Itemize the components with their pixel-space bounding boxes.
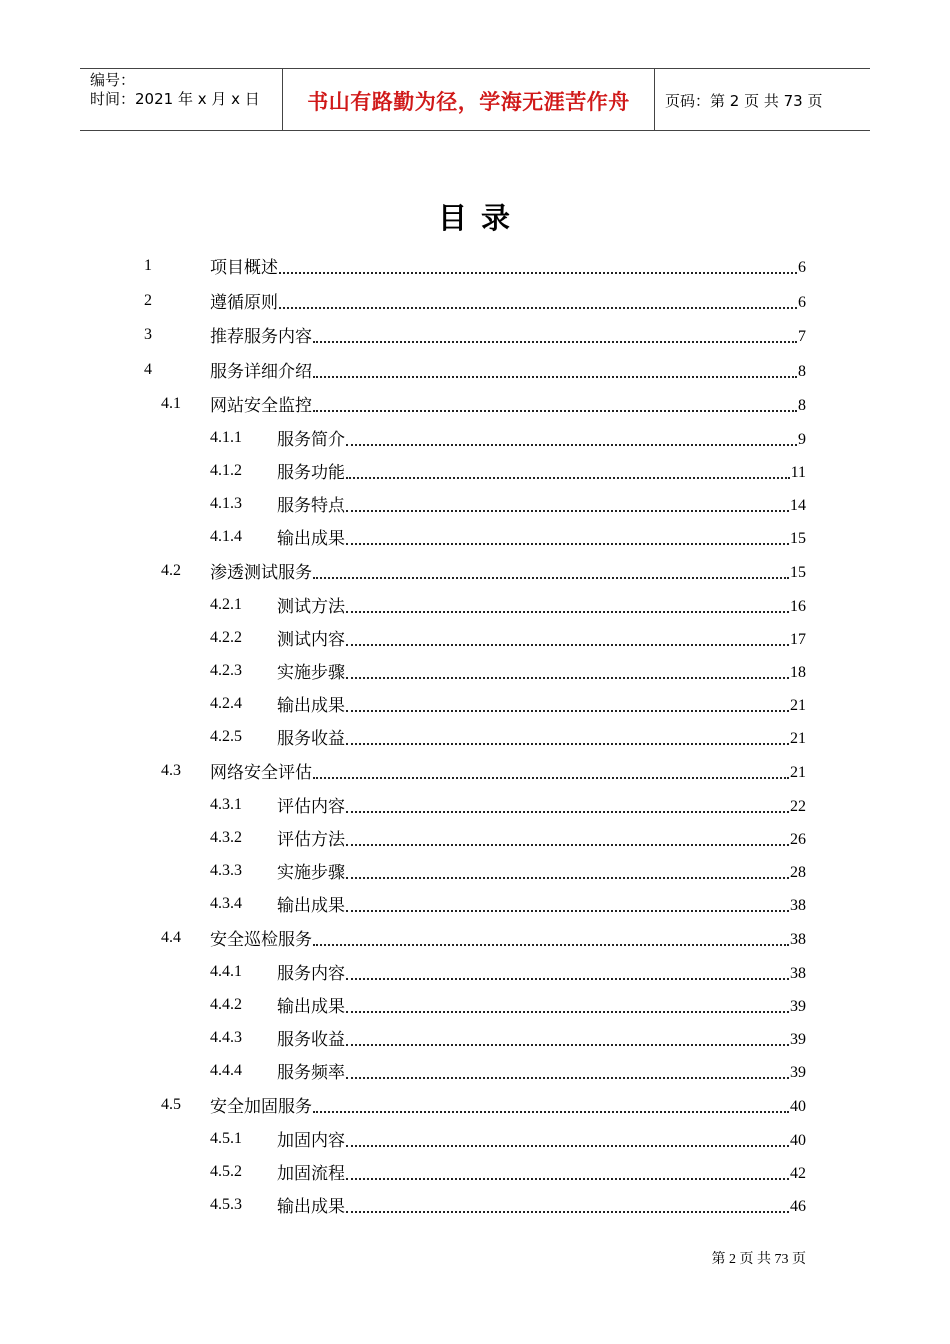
toc-dot-leader	[346, 644, 789, 646]
toc-dot-leader	[313, 1111, 789, 1113]
toc-entry-page: 7	[798, 328, 806, 345]
toc-entry-page: 15	[790, 564, 806, 581]
toc-entry-page: 46	[790, 1198, 806, 1215]
page-header	[80, 68, 870, 131]
doc-time-label: 时间：2021 年 x 月 x 日	[90, 90, 260, 108]
toc-entry-line	[277, 827, 806, 851]
toc-entry-page: 38	[790, 931, 806, 948]
toc-dot-leader	[346, 543, 789, 545]
toc-entry-line	[277, 794, 806, 818]
toc-entry[interactable]	[0, 660, 950, 684]
toc-entry-page: 21	[790, 730, 806, 747]
toc-dot-leader	[313, 944, 789, 946]
toc-entry[interactable]	[0, 1128, 950, 1152]
toc-entry-page: 38	[790, 897, 806, 914]
toc-dot-leader	[346, 611, 789, 613]
toc-entry-number: 4.4.2	[210, 996, 242, 1013]
toc-entry[interactable]	[0, 1194, 950, 1218]
toc-entry-page: 14	[790, 497, 806, 514]
toc-entry-number: 4.2.4	[210, 695, 242, 712]
toc-entry[interactable]	[0, 1027, 950, 1051]
toc-entry-line	[277, 1060, 806, 1084]
toc-entry-line	[277, 427, 806, 451]
toc-entry-number: 4	[144, 361, 152, 378]
toc-dot-leader	[313, 341, 797, 343]
toc-entry[interactable]	[0, 1060, 950, 1084]
toc-entry-line	[210, 324, 806, 348]
toc-entry-line	[210, 760, 806, 784]
toc-entry-line	[277, 726, 806, 750]
toc-entry-number: 4.3	[161, 762, 181, 779]
toc-entry-number: 4.2.2	[210, 629, 242, 646]
toc-entry[interactable]	[0, 994, 950, 1018]
toc-entry[interactable]	[0, 1161, 950, 1185]
toc-entry[interactable]	[0, 1094, 950, 1118]
toc-dot-leader	[279, 307, 797, 309]
toc-entry-line	[210, 255, 806, 279]
toc-entry-label: 服务特点	[277, 496, 345, 516]
toc-entry-label: 项目概述	[210, 258, 278, 278]
toc-entry[interactable]	[0, 560, 950, 584]
toc-entry-line	[277, 693, 806, 717]
toc-entry-label: 输出成果	[277, 1197, 345, 1217]
toc-entry-number: 4.2	[161, 562, 181, 579]
toc-entry-number: 4.3.1	[210, 796, 242, 813]
toc-dot-leader	[346, 743, 789, 745]
toc-entry-number: 4.2.3	[210, 662, 242, 679]
page-footer: 第 2 页 共 73 页	[711, 1252, 806, 1267]
toc-entry[interactable]	[0, 526, 950, 550]
toc-entry-label: 服务功能	[277, 463, 345, 483]
toc-entry-number: 4.1.2	[210, 462, 242, 479]
toc-entry[interactable]	[0, 693, 950, 717]
doc-number-label: 编号：	[90, 71, 136, 89]
toc-entry-line	[210, 560, 806, 584]
toc-entry-label: 实施步骤	[277, 863, 345, 883]
toc-entry[interactable]	[0, 760, 950, 784]
toc-entry-label: 推荐服务内容	[210, 327, 312, 347]
toc-entry-number: 3	[144, 326, 152, 343]
toc-dot-leader	[346, 910, 789, 912]
toc-entry-number: 4.4	[161, 929, 181, 946]
toc-entry-label: 网络安全评估	[210, 763, 312, 783]
toc-entry-label: 服务详细介绍	[210, 362, 312, 382]
toc-entry-page: 15	[790, 530, 806, 547]
toc-entry-line	[277, 493, 806, 517]
toc-entry[interactable]	[0, 324, 950, 348]
toc-entry-number: 4.4.3	[210, 1029, 242, 1046]
toc-entry[interactable]	[0, 460, 950, 484]
toc-entry-label: 加固流程	[277, 1164, 345, 1184]
toc-entry-number: 4.5.3	[210, 1196, 242, 1213]
toc-entry-page: 42	[790, 1165, 806, 1182]
toc-entry-number: 4.4.1	[210, 963, 242, 980]
header-page-info: 页码：第 2 页 共 73 页	[665, 92, 823, 110]
toc-entry-line	[210, 927, 806, 951]
toc-entry[interactable]	[0, 393, 950, 417]
toc-entry-page: 40	[790, 1098, 806, 1115]
toc-entry-number: 4.3.3	[210, 862, 242, 879]
toc-entry-page: 8	[798, 397, 806, 414]
toc-dot-leader	[346, 444, 797, 446]
toc-entry-label: 服务收益	[277, 1030, 345, 1050]
toc-entry[interactable]	[0, 726, 950, 750]
toc-entry[interactable]	[0, 827, 950, 851]
toc-entry-line	[277, 860, 806, 884]
toc-entry-label: 输出成果	[277, 529, 345, 549]
toc-dot-leader	[346, 677, 789, 679]
toc-entry-page: 11	[790, 464, 806, 481]
toc-entry-page: 22	[790, 798, 806, 815]
toc-entry[interactable]	[0, 893, 950, 917]
toc-entry-number: 4.3.2	[210, 829, 242, 846]
toc-entry-page: 16	[790, 598, 806, 615]
toc-entry-label: 输出成果	[277, 896, 345, 916]
toc-entry-number: 4.5.2	[210, 1163, 242, 1180]
toc-entry-number: 4.3.4	[210, 895, 242, 912]
toc-dot-leader	[346, 844, 789, 846]
toc-entry-line	[277, 1027, 806, 1051]
toc-dot-leader	[346, 477, 790, 479]
toc-entry-page: 28	[790, 864, 806, 881]
toc-entry-line	[277, 1161, 806, 1185]
toc-entry[interactable]	[0, 255, 950, 279]
toc-entry-page: 9	[798, 431, 806, 448]
toc-dot-leader	[346, 1077, 789, 1079]
toc-entry-label: 服务频率	[277, 1063, 345, 1083]
toc-entry-label: 服务简介	[277, 430, 345, 450]
toc-entry[interactable]	[0, 627, 950, 651]
toc-dot-leader	[346, 1044, 789, 1046]
toc-entry-line	[277, 526, 806, 550]
toc-entry[interactable]	[0, 427, 950, 451]
toc-entry[interactable]	[0, 594, 950, 618]
toc-dot-leader	[313, 577, 789, 579]
toc-entry-number: 4.2.5	[210, 728, 242, 745]
toc-entry-page: 17	[790, 631, 806, 648]
toc-entry-line	[277, 460, 806, 484]
toc-entry-page: 6	[798, 294, 806, 311]
toc-entry-label: 安全巡检服务	[210, 930, 312, 950]
toc-entry-number: 4.2.1	[210, 596, 242, 613]
toc-entry-line	[210, 1094, 806, 1118]
toc-entry[interactable]	[0, 794, 950, 818]
toc-entry-label: 实施步骤	[277, 663, 345, 683]
toc-entry-line	[277, 627, 806, 651]
toc-entry-line	[277, 594, 806, 618]
toc-entry-number: 2	[144, 292, 152, 309]
toc-entry-page: 26	[790, 831, 806, 848]
toc-entry-line	[277, 893, 806, 917]
toc-title: 目 录	[437, 201, 513, 235]
toc-entry-page: 8	[798, 363, 806, 380]
toc-entry-number: 4.1.4	[210, 528, 242, 545]
toc-entry-line	[277, 1194, 806, 1218]
toc-dot-leader	[346, 1011, 789, 1013]
header-motto: 书山有路勤为径，学海无涯苦作舟	[282, 69, 655, 130]
toc-entry-label: 服务内容	[277, 964, 345, 984]
toc-entry-page: 38	[790, 965, 806, 982]
toc-entry-label: 输出成果	[277, 696, 345, 716]
toc-entry-number: 4.1	[161, 395, 181, 412]
toc-entry-label: 渗透测试服务	[210, 563, 312, 583]
toc-entry-number: 4.1.1	[210, 429, 242, 446]
toc-dot-leader	[313, 777, 789, 779]
header-meta	[80, 69, 282, 130]
toc-entry-label: 加固内容	[277, 1131, 345, 1151]
toc-entry-page: 21	[790, 764, 806, 781]
toc-entry-page: 18	[790, 664, 806, 681]
toc-entry-page: 39	[790, 998, 806, 1015]
toc-entry-page: 21	[790, 697, 806, 714]
toc-entry-line	[210, 393, 806, 417]
toc-dot-leader	[346, 1211, 789, 1213]
toc-entry-label: 遵循原则	[210, 293, 278, 313]
toc-dot-leader	[346, 877, 789, 879]
toc-dot-leader	[346, 1145, 789, 1147]
toc-dot-leader	[279, 272, 797, 274]
toc-entry-number: 4.1.3	[210, 495, 242, 512]
toc-entry-page: 39	[790, 1064, 806, 1081]
toc-entry-number: 4.5	[161, 1096, 181, 1113]
toc-entry-page: 6	[798, 259, 806, 276]
toc-entry[interactable]	[0, 359, 950, 383]
toc-entry-number: 4.5.1	[210, 1130, 242, 1147]
toc-entry[interactable]	[0, 927, 950, 951]
toc-entry-number: 1	[144, 257, 152, 274]
toc-entry[interactable]	[0, 290, 950, 314]
toc-dot-leader	[346, 978, 789, 980]
toc-entry-label: 评估方法	[277, 830, 345, 850]
toc-entry[interactable]	[0, 860, 950, 884]
toc-entry-label: 输出成果	[277, 997, 345, 1017]
toc-entry-page: 39	[790, 1031, 806, 1048]
toc-entry[interactable]	[0, 493, 950, 517]
toc-entry-label: 服务收益	[277, 729, 345, 749]
toc-entry-line	[210, 359, 806, 383]
toc-dot-leader	[346, 510, 789, 512]
toc-entry-label: 网站安全监控	[210, 396, 312, 416]
toc-entry-number: 4.4.4	[210, 1062, 242, 1079]
toc-dot-leader	[346, 1178, 789, 1180]
toc-entry-label: 测试内容	[277, 630, 345, 650]
toc-entry-label: 安全加固服务	[210, 1097, 312, 1117]
toc-entry-line	[277, 994, 806, 1018]
toc-entry-line	[210, 290, 806, 314]
toc-dot-leader	[313, 376, 797, 378]
toc-dot-leader	[313, 410, 797, 412]
toc-entry-line	[277, 1128, 806, 1152]
toc-entry-page: 40	[790, 1132, 806, 1149]
toc-entry-line	[277, 660, 806, 684]
toc-entry-label: 评估内容	[277, 797, 345, 817]
toc-entry-line	[277, 961, 806, 985]
toc-dot-leader	[346, 710, 789, 712]
toc-entry-label: 测试方法	[277, 597, 345, 617]
toc-entry[interactable]	[0, 961, 950, 985]
toc-dot-leader	[346, 811, 789, 813]
